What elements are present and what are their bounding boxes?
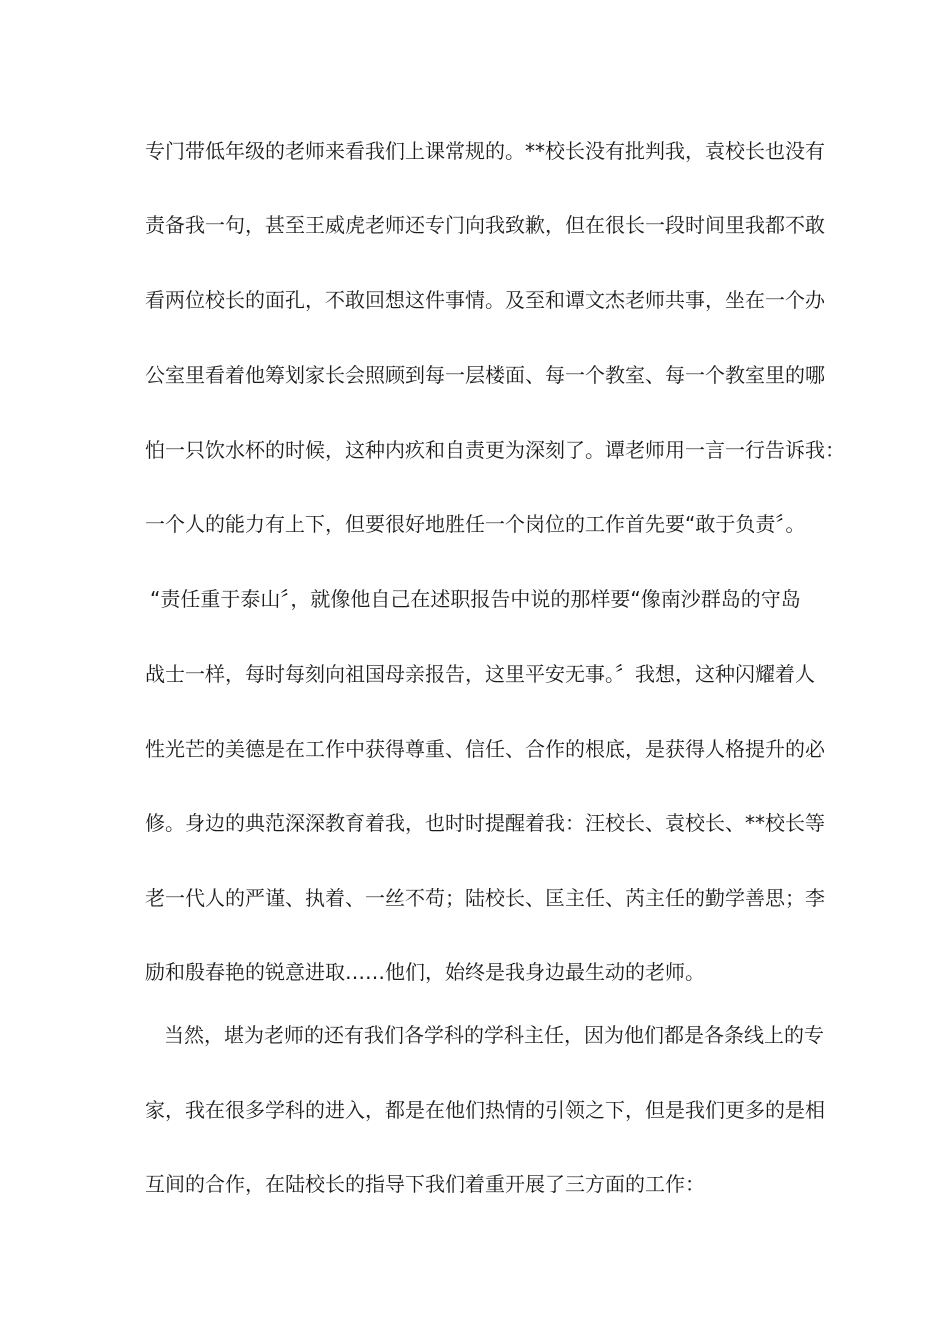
text-line: 老一代人的严谨、执着、一丝不苟；陆校长、匡主任、芮主任的勤学善思；李 (145, 886, 825, 910)
text-line: 互间的合作，在陆校长的指导下我们着重开展了三方面的工作： (145, 1172, 705, 1196)
text-line: 一个人的能力有上下，但要很好地胜任一个岗位的工作首先要“敢于负责〞。 (145, 512, 806, 536)
text-line: 励和殷春艳的锐意进取……他们，始终是我身边最生动的老师。 (145, 960, 705, 984)
paragraph-start-line: 当然，堪为老师的还有我们各学科的学科主任，因为他们都是各条线上的专 (164, 1023, 824, 1047)
text-line: 性光芒的美德是在工作中获得尊重、信任、合作的根底，是获得人格提升的必 (145, 737, 825, 761)
text-line: 专门带低年级的老师来看我们上课常规的。**校长没有批判我，袁校长也没有 (145, 139, 825, 163)
text-line: 家，我在很多学科的进入，都是在他们热情的引领之下，但是我们更多的是相 (145, 1098, 825, 1122)
text-line: 怕一只饮水杯的时候，这种内疚和自责更为深刻了。谭老师用一言一行告诉我： (145, 438, 845, 462)
text-line: 战士一样，每时每刻向祖国母亲报告，这里平安无事。〞我想，这种闪耀着人 (145, 662, 815, 686)
text-line: 看两位校长的面孔，不敢回想这件事情。及至和谭文杰老师共事，坐在一个办 (145, 288, 825, 312)
text-line: 修。身边的典范深深教育着我，也时时提醒着我：汪校长、袁校长、**校长等 (145, 811, 825, 835)
text-line: 公室里看着他筹划家长会照顾到每一层楼面、每一个教室、每一个教室里的哪 (145, 363, 825, 387)
text-line: “责任重于泰山〞，就像他自己在述职报告中说的那样要“像南沙群岛的守岛 (150, 587, 801, 611)
text-line: 责备我一句，甚至王威虎老师还专门向我致歉，但在很长一段时间里我都不敢 (145, 213, 825, 237)
